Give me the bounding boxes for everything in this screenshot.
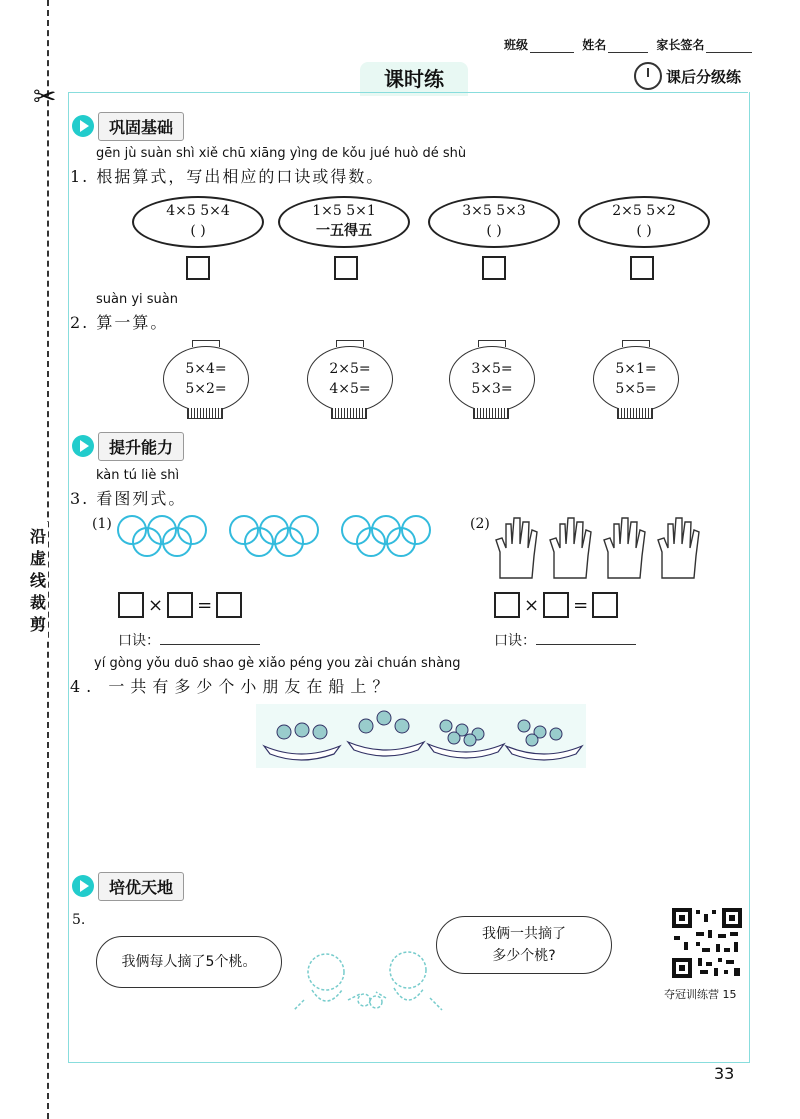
section-title: 提升能力 [98,432,184,461]
plate-2 [278,196,410,248]
answer-box[interactable] [334,256,358,280]
clock-icon [634,62,662,90]
koujue-field[interactable] [536,644,636,645]
plate-answer[interactable]: ( ) [190,223,206,239]
speech-bubble-right [436,916,612,974]
answer-box[interactable] [630,256,654,280]
parent-sign-label: 家长签名 [656,38,705,52]
plate-answer[interactable]: ( ) [636,223,652,239]
lantern-expr[interactable]: 5×2= [185,381,227,397]
lantern-expr[interactable]: 3×5= [471,361,513,377]
equation-box[interactable] [167,592,193,618]
equation-1 [118,592,242,618]
student-info-line [504,36,756,53]
lantern-tassel [617,408,653,419]
equation-box[interactable] [592,592,618,618]
equation-box[interactable] [494,592,520,618]
plate-1 [132,196,264,248]
equals-sign: = [573,594,589,616]
lantern-expr[interactable]: 5×3= [471,381,513,397]
equation-box[interactable] [216,592,242,618]
parent-sign-field[interactable] [706,40,752,53]
plate-expr: 1×5 5×1 [312,203,376,219]
equals-sign: = [197,594,213,616]
section-header-improve [72,432,184,460]
q3-part2-label: (2) [470,516,490,532]
cut-instruction: 沿虚线裁剪 [28,522,48,640]
lantern-1 [163,346,249,412]
section-header-basics [72,112,184,140]
lantern-3 [449,346,535,412]
bubble-text: 我俩一共摘了 [482,926,566,942]
qr-caption: 夺冠训练营 15 [664,988,737,1001]
q3-pinyin: kàn tú liè shì [96,468,180,483]
play-icon [72,435,94,457]
q1-pinyin: gēn jù suàn shì xiě chū xiāng yìng de kǒu jué huò dé shù [96,146,467,161]
equation-box[interactable] [543,592,569,618]
q4-pinyin: yí gòng yǒu duō shao gè xiǎo péng you zài chuán shàng [94,656,461,671]
plate-3 [428,196,560,248]
equation-box[interactable] [118,592,144,618]
koujue-label: 口诀： [118,633,160,649]
answer-box[interactable] [186,256,210,280]
koujue-label: 口诀： [494,633,536,649]
qr-code-icon[interactable] [672,908,742,978]
name-field[interactable] [608,40,648,53]
plate-answer: 一五得五 [316,223,372,239]
times-sign: × [524,594,540,616]
children-illustration [290,950,450,1020]
plate-4 [578,196,710,248]
times-sign: × [148,594,164,616]
q4-text: 4. 一共有多少个小朋友在船上？ [70,677,395,696]
class-field[interactable] [530,40,574,53]
koujue-line-1 [118,630,260,650]
plate-answer[interactable]: ( ) [486,223,502,239]
q5-number: 5. [72,912,86,928]
bubble-text: 多少个桃? [492,948,556,964]
section-title: 巩固基础 [98,112,184,141]
boats-illustration [256,704,586,768]
play-icon [72,875,94,897]
koujue-line-2 [494,630,636,650]
lantern-tassel [473,408,509,419]
q1-text: 1. 根据算式，写出相应的口诀或得数。 [70,167,385,186]
equation-2 [494,592,618,618]
bubble-text: 我俩每人摘了5个桃。 [121,954,257,970]
lantern-expr[interactable]: 5×5= [615,381,657,397]
play-icon [72,115,94,137]
q3-text: 3. 看图列式。 [70,489,187,508]
lantern-4 [593,346,679,412]
koujue-field[interactable] [160,644,260,645]
q2-text: 2. 算一算。 [70,313,169,332]
lantern-tassel [187,408,223,419]
hands-figure [494,512,704,582]
lantern-expr[interactable]: 4×5= [329,381,371,397]
brand-label: 课后分级练 [666,68,742,86]
plate-expr: 4×5 5×4 [166,203,230,219]
section-title: 培优天地 [98,872,184,901]
lantern-2 [307,346,393,412]
rings-figure [116,514,456,558]
page-number: 33 [714,1064,735,1083]
lantern-expr[interactable]: 2×5= [329,361,371,377]
lantern-expr[interactable]: 5×1= [615,361,657,377]
page-title: 课时练 [360,62,468,96]
q3-part1-label: (1) [92,516,112,532]
q2-pinyin: suàn yi suàn [96,292,179,307]
plate-expr: 3×5 5×3 [462,203,526,219]
lantern-expr[interactable]: 5×4= [185,361,227,377]
section-header-advanced [72,872,184,900]
lantern-tassel [331,408,367,419]
plate-expr: 2×5 5×2 [612,203,676,219]
answer-box[interactable] [482,256,506,280]
name-label: 姓名 [582,38,607,52]
class-label: 班级 [504,38,529,52]
scissors-icon: ✂ [33,80,57,113]
speech-bubble-left [96,936,282,988]
